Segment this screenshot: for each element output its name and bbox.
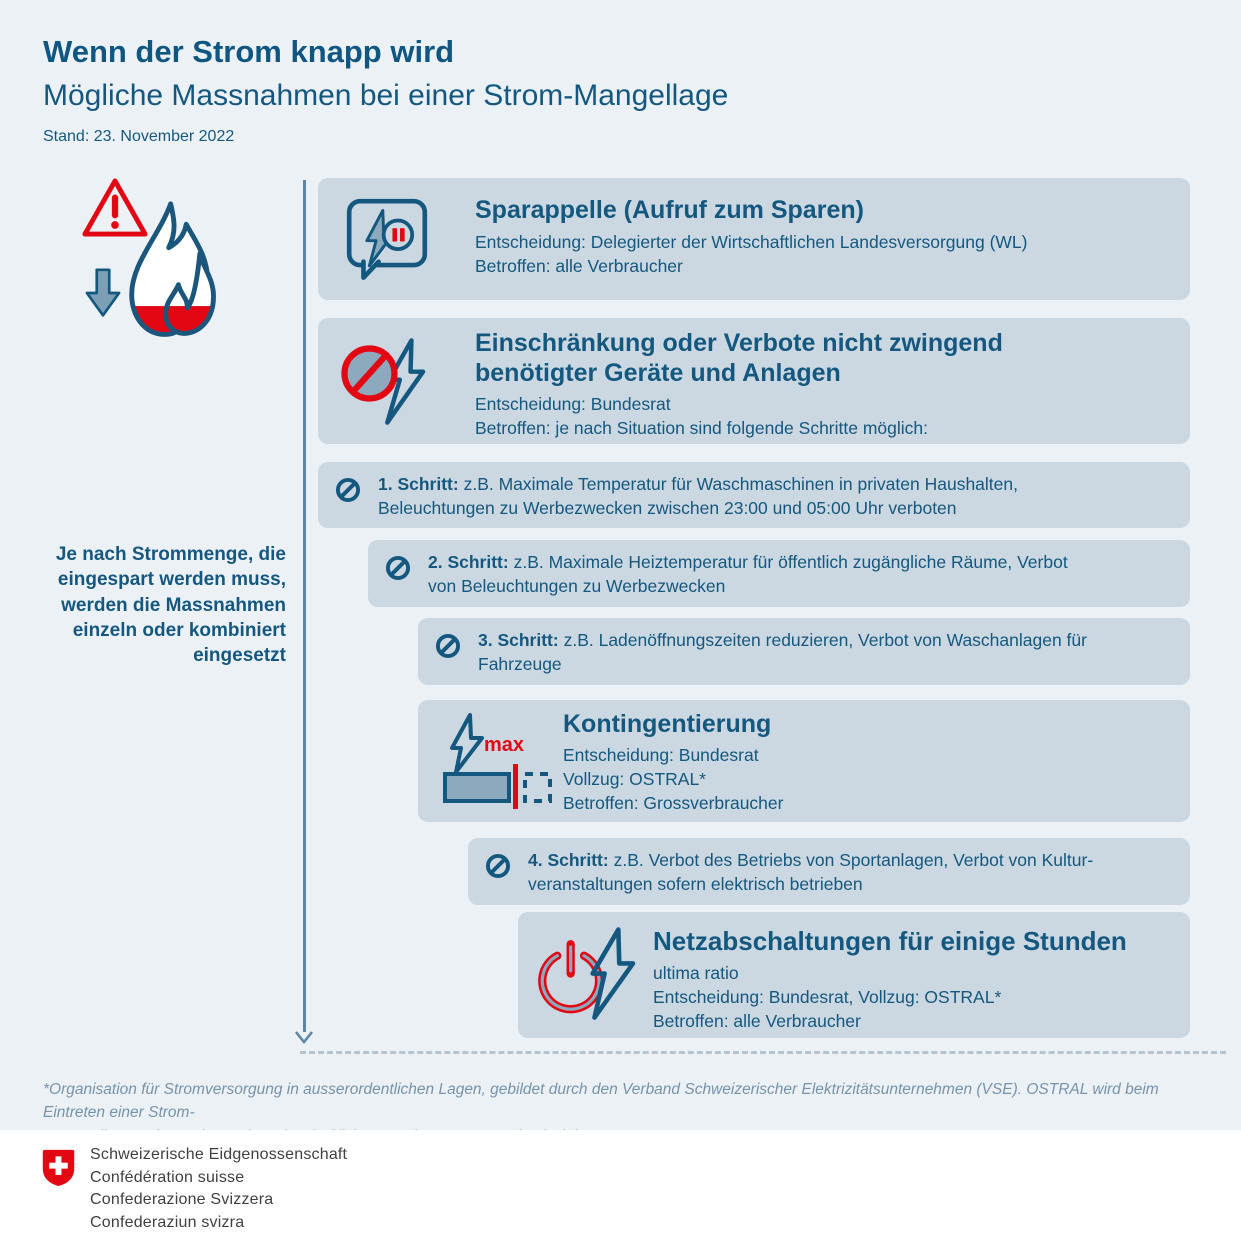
card-netzabschaltungen-line3: Betroffen: alle Verbraucher <box>653 1010 861 1031</box>
quota-bar-icon <box>442 712 560 810</box>
card-einschraenkung-line2: Betroffen: je nach Situation sind folgende Schritte möglich: <box>475 417 929 438</box>
left-note: Je nach Strommenge, die eingespart werden muss, werden die Massnahmen einzeln oder kombiniert eingesetzt <box>55 544 286 667</box>
step-2-text-line2: von Beleuchtungen zu Werbezwecken <box>428 576 726 597</box>
card-kontingentierung-line2: Vollzug: OSTRAL* <box>563 768 706 789</box>
timeline-arrow-icon <box>294 1030 314 1049</box>
card-einschraenkung-line1: Entscheidung: Bundesrat <box>475 394 671 414</box>
footer-line3: Confederazione Svizzera <box>90 1191 274 1209</box>
footer-line1: Schweizerische Eidgenossenschaft <box>90 1146 348 1163</box>
page-title: Wenn der Strom knapp wird <box>43 34 455 69</box>
card-einschraenkung-title: Einschränkung oder Verbote nicht zwingend benötigter Geräte und Anlagen <box>475 329 1003 387</box>
card-kontingentierung-line1: Entscheidung: Bundesrat <box>563 745 759 765</box>
power-off-bolt-icon <box>534 924 644 1029</box>
step-2-text: z.B. Maximale Heiztemperatur für öffentlich zugängliche Räume, Verbot <box>508 552 1068 572</box>
prohibition-icon <box>334 476 362 510</box>
down-arrow-icon <box>85 268 121 323</box>
card-einschraenkung <box>318 318 1190 444</box>
step-row-4 <box>468 838 1190 905</box>
step-4-text: z.B. Verbot des Betriebs von Sportanlagen, Verbot von Kultur- <box>608 850 1094 870</box>
card-netzabschaltungen <box>518 912 1190 1038</box>
card-sparappelle-line1: Entscheidung: Delegierter der Wirtschaftlichen Landesversorgung (WL) <box>475 232 1028 252</box>
card-kontingentierung <box>418 700 1190 822</box>
step-2-prefix: 2. Schritt: <box>428 552 509 572</box>
card-sparappelle-title: Sparappelle (Aufruf zum Sparen) <box>475 196 864 224</box>
step-1-prefix: 1. Schritt: <box>378 474 459 494</box>
footnote-line1: *Organisation für Stromversorgung in ausserordentlichen Lagen, gebildet durch den Verband Schweizerischer Elektrizitätsunternehmen (VSE). OSTRAL wird beim Eintreten einer Strom- <box>43 1081 1159 1122</box>
step-row-1 <box>318 462 1190 528</box>
card-netzabschaltungen-line1: ultima ratio <box>653 963 739 983</box>
date-label: Stand: 23. November 2022 <box>43 128 235 145</box>
prohibition-icon <box>384 554 412 588</box>
step-row-3 <box>418 618 1190 685</box>
footer-line2: Confédération suisse <box>90 1168 245 1186</box>
footer-line4: Confederaziun svizra <box>90 1214 245 1232</box>
timeline-line <box>303 180 306 1032</box>
step-3-prefix: 3. Schritt: <box>478 630 559 650</box>
max-label: max <box>484 734 525 756</box>
step-3-text: z.B. Ladenöffnungszeiten reduzieren, Verbot von Waschanlagen für <box>558 630 1087 650</box>
card-netzabschaltungen-line2: Entscheidung: Bundesrat, Vollzug: OSTRAL* <box>653 986 1002 1007</box>
step-row-2 <box>368 540 1190 607</box>
prohibition-icon <box>434 632 462 666</box>
step-4-text-line2: veranstaltungen sofern elektrisch betrieben <box>528 874 863 895</box>
card-kontingentierung-line3: Betroffen: Grossverbraucher <box>563 792 784 813</box>
step-1-text-line2: Beleuchtungen zu Werbezwecken zwischen 23:00 und 05:00 Uhr verboten <box>378 498 957 519</box>
step-1-text: z.B. Maximale Temperatur für Waschmaschinen in privaten Haushalten, <box>458 474 1018 494</box>
card-kontingentierung-title: Kontingentierung <box>563 710 772 738</box>
no-sign-bolt-icon <box>340 334 440 434</box>
card-netzabschaltungen-title: Netzabschaltungen für einige Stunden <box>653 926 1127 956</box>
dashed-separator <box>300 1051 1226 1054</box>
step-4-prefix: 4. Schritt: <box>528 850 609 870</box>
prohibition-icon <box>484 852 512 886</box>
card-sparappelle-line2: Betroffen: alle Verbraucher <box>475 255 683 276</box>
step-3-text-line2: Fahrzeuge <box>478 654 562 675</box>
footer <box>0 1130 1241 1241</box>
swiss-coat-of-arms-icon <box>40 1147 77 1193</box>
card-sparappelle <box>318 178 1190 300</box>
page-subtitle: Mögliche Massnahmen bei einer Strom-Mangellage <box>43 79 729 112</box>
low-flame-icon <box>120 198 232 351</box>
speech-bubble-bolt-pause-icon <box>345 197 429 286</box>
